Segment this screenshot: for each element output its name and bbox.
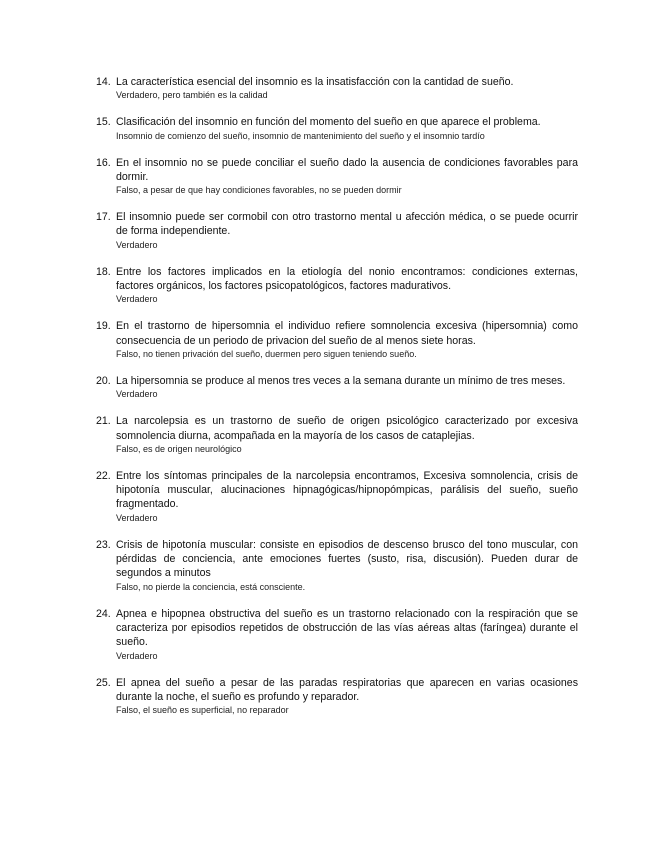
answer-text: Falso, no tienen privación del sueño, duermen pero siguen teniendo sueño. xyxy=(116,348,417,359)
question-text: La característica esencial del insomnio es la insatisfacción con la cantidad de sueño. xyxy=(116,76,514,88)
question-text: Apnea e hipopnea obstructiva del sueño es un trastorno relacionado con la respiración que se caracteriza por episodios repetidos de obstrucción de las vías aéreas altas (faríngea) durante el sueño. xyxy=(116,607,578,649)
question-list xyxy=(96,75,578,730)
question-text: Clasificación del insomnio en función del momento del sueño en que aparece el problema. xyxy=(116,116,541,129)
question-text: Entre los factores implicados en la etiología del nonio encontramos: condiciones externas, factores orgánicos, los factores psicopatológicos, factores madurativos. xyxy=(116,265,578,293)
question-number: 21. xyxy=(96,415,111,428)
answer-text: Falso, no pierde la conciencia, está consciente. xyxy=(116,581,306,592)
answer-text: Falso, el sueño es superficial, no reparador xyxy=(116,705,289,716)
answer-text: Verdadero, pero también es la calidad xyxy=(116,90,268,101)
answer-text: Verdadero xyxy=(116,294,158,305)
question-number: 14. xyxy=(96,76,111,88)
question-body xyxy=(116,469,578,525)
question-item xyxy=(96,115,578,142)
question-body xyxy=(116,374,578,401)
question-number: 16. xyxy=(96,156,111,169)
question-number: 20. xyxy=(96,374,111,387)
question-item xyxy=(96,210,578,252)
question-text: El apnea del sueño a pesar de las paradas respiratorias que aparecen en varias ocasiones durante la noche, el sueño es profundo y reparador. xyxy=(116,676,578,703)
question-number: 15. xyxy=(96,116,111,129)
question-number: 22. xyxy=(96,469,111,482)
question-text: Entre los síntomas principales de la narcolepsia encontramos, Excesiva somnolencia, crisis de hipotonía muscular, alucinaciones hipnagógicas/hipnopómpicas, parálisis del sueño, sueño fragmentado. xyxy=(116,469,578,511)
answer-text: Verdadero xyxy=(116,389,158,400)
question-body xyxy=(116,265,578,307)
question-item xyxy=(96,265,578,307)
question-text: El insomnio puede ser cormobil con otro trastorno mental u afección médica, o se puede ocurrir de forma independiente. xyxy=(116,211,578,238)
question-item xyxy=(96,538,578,594)
question-item xyxy=(96,156,578,198)
answer-text: Falso, a pesar de que hay condiciones favorables, no se pueden dormir xyxy=(116,185,402,196)
question-item xyxy=(96,676,578,718)
question-text: En el trastorno de hipersomnia el individuo refiere somnolencia excesiva (hipersomnia) como consecuencia de un periodo de privacion del sueño de al menos siete horas. xyxy=(116,320,578,347)
question-text: En el insomnio no se puede conciliar el sueño dado la ausencia de condiciones favorables para dormir. xyxy=(116,156,578,183)
question-item xyxy=(96,607,578,663)
question-item xyxy=(96,469,578,525)
answer-text: Verdadero xyxy=(116,239,158,250)
question-text: Crisis de hipotonía muscular: consiste en episodios de descenso brusco del tono muscular, con pérdidas de conciencia, ante emociones fuertes (susto, risa, discusión). Pueden durar de segundos a minutos xyxy=(116,538,578,580)
question-item xyxy=(96,374,578,401)
question-body xyxy=(116,115,578,142)
question-number: 25. xyxy=(96,676,111,689)
question-number: 23. xyxy=(96,538,111,551)
question-body xyxy=(116,676,578,718)
question-body xyxy=(116,156,578,198)
question-text: La hipersomnia se produce al menos tres veces a la semana durante un mínimo de tres meses. xyxy=(116,374,566,387)
question-body xyxy=(116,319,578,361)
question-item xyxy=(96,75,578,102)
answer-text: Insomnio de comienzo del sueño, insomnio de mantenimiento del sueño y el insomnio tardío xyxy=(116,130,485,141)
question-body xyxy=(116,414,578,456)
answer-text: Verdadero xyxy=(116,512,158,523)
question-number: 18. xyxy=(96,265,111,278)
answer-text: Falso, es de origen neurológico xyxy=(116,443,242,454)
question-body xyxy=(116,607,578,663)
question-number: 19. xyxy=(96,320,111,333)
question-body xyxy=(116,538,578,594)
question-number: 24. xyxy=(96,607,111,620)
answer-text: Verdadero xyxy=(116,650,158,661)
question-number: 17. xyxy=(96,211,111,224)
question-text: La narcolepsia es un trastorno de sueño de origen psicológico caracterizado por excesiva somnolencia diurna, acompañada en la mayoría de los casos de cataplejias. xyxy=(116,415,578,442)
question-body xyxy=(116,210,578,252)
question-item xyxy=(96,319,578,361)
question-body xyxy=(116,75,578,102)
question-item xyxy=(96,414,578,456)
